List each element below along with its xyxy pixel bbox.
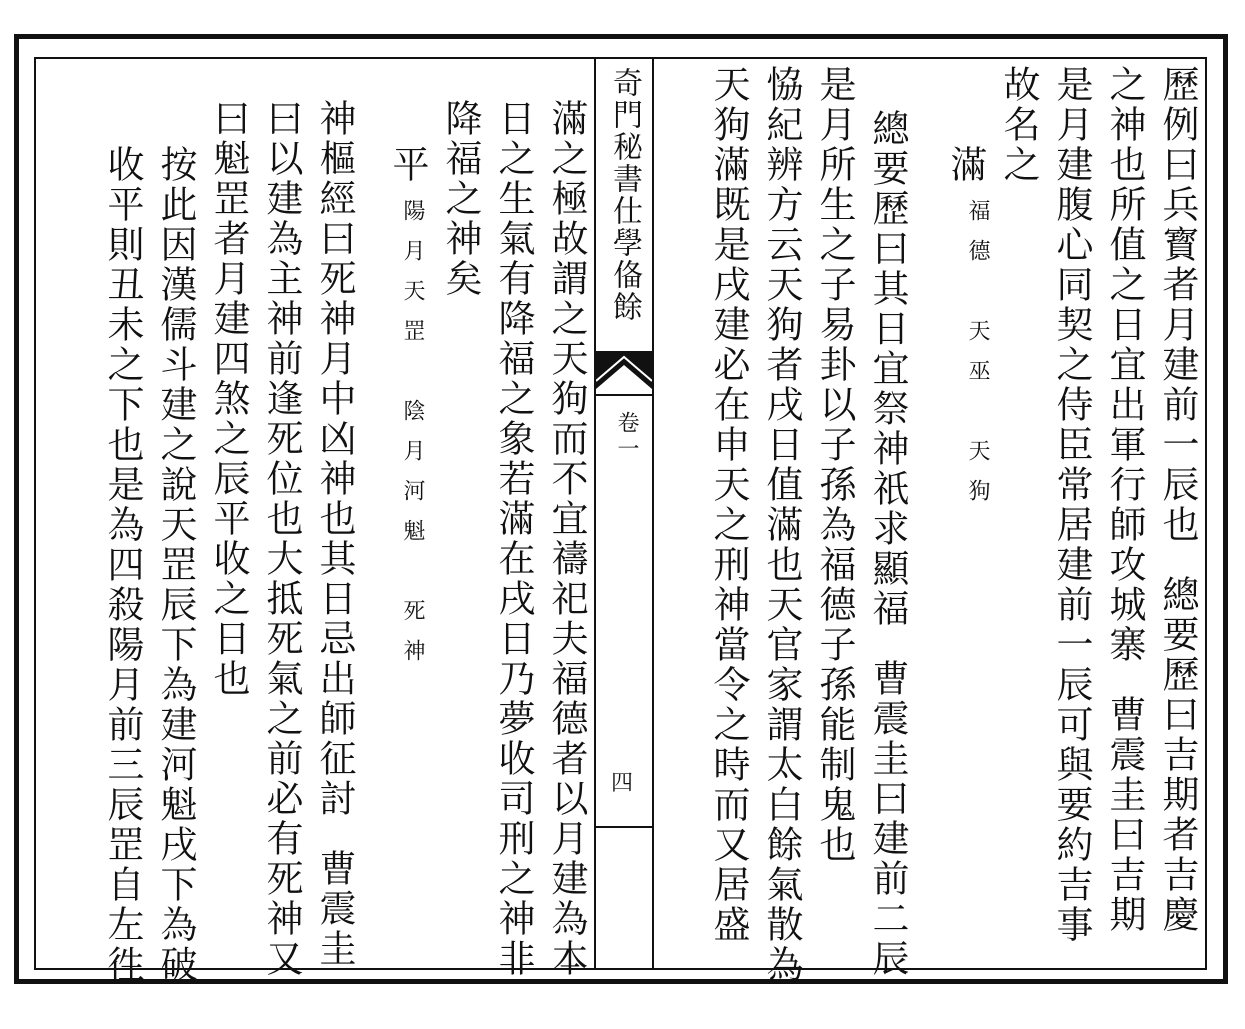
- left-page: [38, 59, 593, 985]
- entry-subitems: 陽月天罡 陰月河魁 死神: [400, 199, 425, 679]
- text-column: 天狗滿既是戌建必在申天之刑神當令之時而又居盛: [707, 65, 750, 945]
- text-column: 是月所生之子易卦以子孫為福德子孫能制鬼也: [813, 65, 856, 865]
- book-fold: [594, 59, 654, 968]
- text-column: 恊紀辨方云天狗者戌日值滿也天官家謂太白餘氣散為: [760, 65, 803, 985]
- fishtail-mark-icon: [596, 351, 652, 391]
- text-column: 神樞經曰死神月中凶神也其日忌出師征討曹震圭: [313, 99, 356, 969]
- entry-subitems: 福德 天巫 天狗: [965, 199, 990, 519]
- fold-divider: [596, 394, 652, 396]
- book-title: 奇門秘書仕學俻餘: [607, 67, 642, 323]
- right-page: [654, 59, 1206, 985]
- text-column: 滿之極故謂之天狗而不宜禱祀夫福德者以月建為本: [545, 99, 588, 979]
- text-column: 收平則丑未之下也是為四殺陽月前三辰罡自左徃: [101, 145, 144, 985]
- entry-heading: 滿: [944, 145, 987, 185]
- text-column: 歷例曰兵寳者月建前一辰也總要歷曰吉期者吉慶: [1156, 65, 1199, 935]
- text-column: 故名之: [997, 65, 1040, 185]
- text-column: 日之生氣有降福之象若滿在戌日乃夢收司刑之神非: [492, 99, 535, 979]
- text-column: 曰以建為主神前逢死位也大抵死氣之前必有死神又: [260, 99, 303, 979]
- text-column: 曰魁罡者月建四煞之辰平收之日也: [207, 99, 250, 699]
- entry-heading: 平: [386, 145, 429, 185]
- page-number: 四: [611, 771, 634, 796]
- volume-label: 卷一: [614, 411, 639, 463]
- text-column: 總要歷曰其日宜祭神祇求顯福曹震圭曰建前二辰: [866, 109, 909, 979]
- text-column: 降福之神矣: [439, 99, 482, 299]
- text-column: 按此因漢儒斗建之說天罡辰下為建河魁戌下為破: [154, 145, 197, 985]
- text-column: 之神也所值之日宜出軍行師攻城寨曹震圭曰吉期: [1103, 65, 1146, 935]
- text-column: 是月建腹心同契之侍臣常居建前一辰可與要約吉事: [1050, 65, 1093, 945]
- fold-divider: [596, 826, 652, 828]
